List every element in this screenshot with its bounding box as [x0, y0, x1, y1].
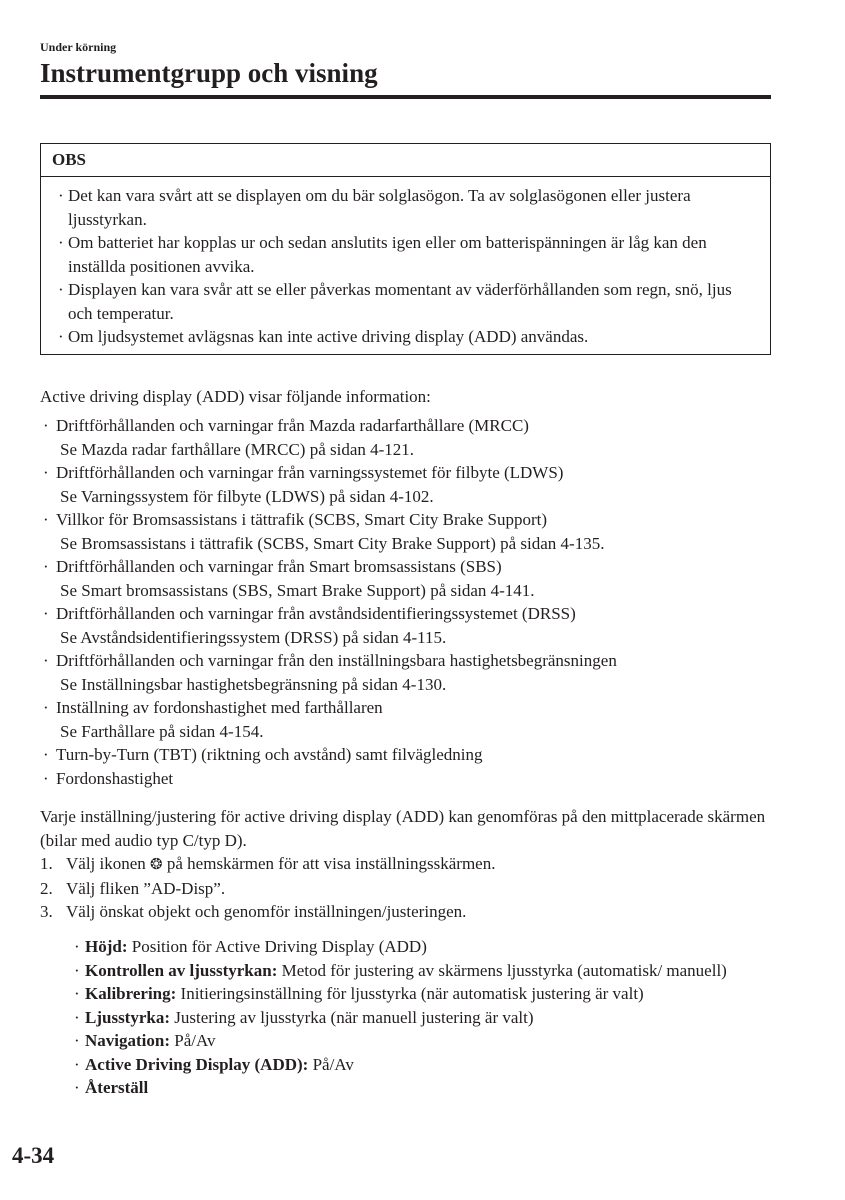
settings-list	[74, 935, 774, 1100]
setting-label: Återställ	[85, 1078, 149, 1097]
info-item-text: Turn-by-Turn (TBT) (riktning och avstånd) samt filvägledning	[56, 745, 483, 764]
page-reference: Se Inställningsbar hastighetsbegränsning på sidan 4-130.	[60, 674, 447, 694]
setting-description: Position för Active Driving Display (ADD)	[127, 937, 427, 956]
page-reference: Se Bromsassistans i tättrafik (SCBS, Smart City Brake Support) på sidan 4-135.	[60, 533, 605, 553]
setting-label: Höjd:	[85, 937, 128, 956]
info-item-text: Fordonshastighet	[56, 768, 174, 788]
setting-description: På/Av	[170, 1031, 216, 1050]
settings-paragraph: Varje inställning/justering för active driving display (ADD) kan genomföras på den mittplacerade skärmen (bilar med audio typ C/typ D).	[40, 807, 766, 850]
setting-item	[74, 1029, 774, 1053]
note-heading: OBS	[41, 144, 770, 177]
info-item-text: Driftförhållanden och varningar från den inställningsbara hastighetsbegränsningen	[56, 651, 617, 670]
step-number: 3.	[40, 902, 53, 921]
info-item-text: Driftförhållanden och varningar från avståndsidentifieringssystemet (DRSS)	[56, 604, 576, 623]
setting-label: Active Driving Display (ADD):	[85, 1054, 309, 1074]
info-item-text: Inställning av fordonshastighet med farthållaren	[56, 698, 383, 717]
setting-item	[74, 1076, 774, 1100]
setting-label: Navigation:	[85, 1031, 170, 1050]
page-reference: Se Mazda radar farthållare (MRCC) på sidan 4-121.	[60, 439, 415, 459]
info-item-text: Villkor för Bromsassistans i tättrafik (SCBS, Smart City Brake Support)	[56, 510, 548, 529]
step-item	[40, 852, 780, 877]
info-list	[40, 414, 780, 790]
setting-item	[74, 982, 774, 1006]
note-item: · Om batteriet har kopplas ur och sedan anslutits igen eller om batterispänningen är låg kan den inställda positionen avvika.	[58, 231, 770, 278]
info-item-text: Driftförhållanden och varningar från varningssystemet för filbyte (LDWS)	[56, 463, 564, 482]
setting-item	[74, 1006, 774, 1030]
note-item: · Det kan vara svårt att se displayen om du bär solglasögon. Ta av solglasögonen eller justera ljusstyrkan.	[58, 184, 770, 231]
intro-text: Active driving display (ADD) visar följande information:	[40, 387, 431, 406]
note-list	[41, 177, 770, 349]
page-number: 4-34	[12, 1143, 55, 1168]
section-label: Under körning	[40, 40, 117, 54]
info-item	[40, 649, 780, 696]
step-item	[40, 877, 780, 901]
info-item-text: Driftförhållanden och varningar från Smart bromsassistans (SBS)	[56, 557, 502, 576]
note-item: · Displayen kan vara svår att se eller påverkas momentant av väderförhållanden som regn, snö, ljus och temperatur.	[58, 278, 770, 325]
step-item	[40, 900, 780, 924]
setting-description: Initieringsinställning för ljusstyrka (när automatisk justering är valt)	[176, 984, 644, 1003]
info-item	[40, 461, 780, 508]
setting-label: Kalibrering:	[85, 984, 177, 1003]
step-text-start: Välj ikonen	[66, 854, 151, 873]
setting-description: Justering av ljusstyrka (när manuell justering är valt)	[170, 1007, 534, 1027]
info-item	[40, 743, 780, 767]
info-item	[40, 414, 780, 461]
setting-item	[74, 1053, 774, 1077]
step-text: Välj fliken ”AD-Disp”.	[66, 878, 226, 898]
setting-description: Metod för justering av skärmens ljusstyrka (automatisk/ manuell)	[277, 960, 727, 980]
info-item	[40, 767, 780, 791]
page-reference: Se Farthållare på sidan 4-154.	[60, 721, 264, 741]
step-text-end: på hemskärmen för att visa inställningsskärmen.	[162, 854, 496, 873]
step-number: 1.	[40, 854, 53, 873]
setting-label: Kontrollen av ljusstyrkan:	[85, 960, 278, 980]
settings-gear-icon: ❂	[150, 855, 163, 873]
page-reference: Se Varningssystem för filbyte (LDWS) på sidan 4-102.	[60, 486, 434, 506]
page-title: Instrumentgrupp och visning	[40, 58, 378, 88]
info-item	[40, 602, 780, 649]
info-item	[40, 555, 780, 602]
setting-item	[74, 935, 774, 959]
setting-item	[74, 959, 774, 983]
title-divider	[40, 95, 771, 99]
info-item-text: Driftförhållanden och varningar från Mazda radarfarthållare (MRCC)	[56, 416, 529, 435]
step-number: 2.	[40, 878, 53, 898]
step-text	[66, 852, 495, 877]
page-reference: Se Smart bromsassistans (SBS, Smart Brake Support) på sidan 4-141.	[60, 580, 535, 600]
note-box	[40, 143, 771, 355]
setting-description: På/Av	[308, 1054, 354, 1074]
info-item	[40, 696, 780, 743]
note-item: · Om ljudsystemet avlägsnas kan inte active driving display (ADD) användas.	[58, 325, 770, 349]
page-reference: Se Avståndsidentifieringssystem (DRSS) på sidan 4-115.	[60, 627, 447, 647]
setting-label: Ljusstyrka:	[85, 1007, 171, 1027]
info-item	[40, 508, 780, 555]
steps-list	[40, 852, 780, 924]
step-text: Välj önskat objekt och genomför inställningen/justeringen.	[66, 902, 467, 921]
